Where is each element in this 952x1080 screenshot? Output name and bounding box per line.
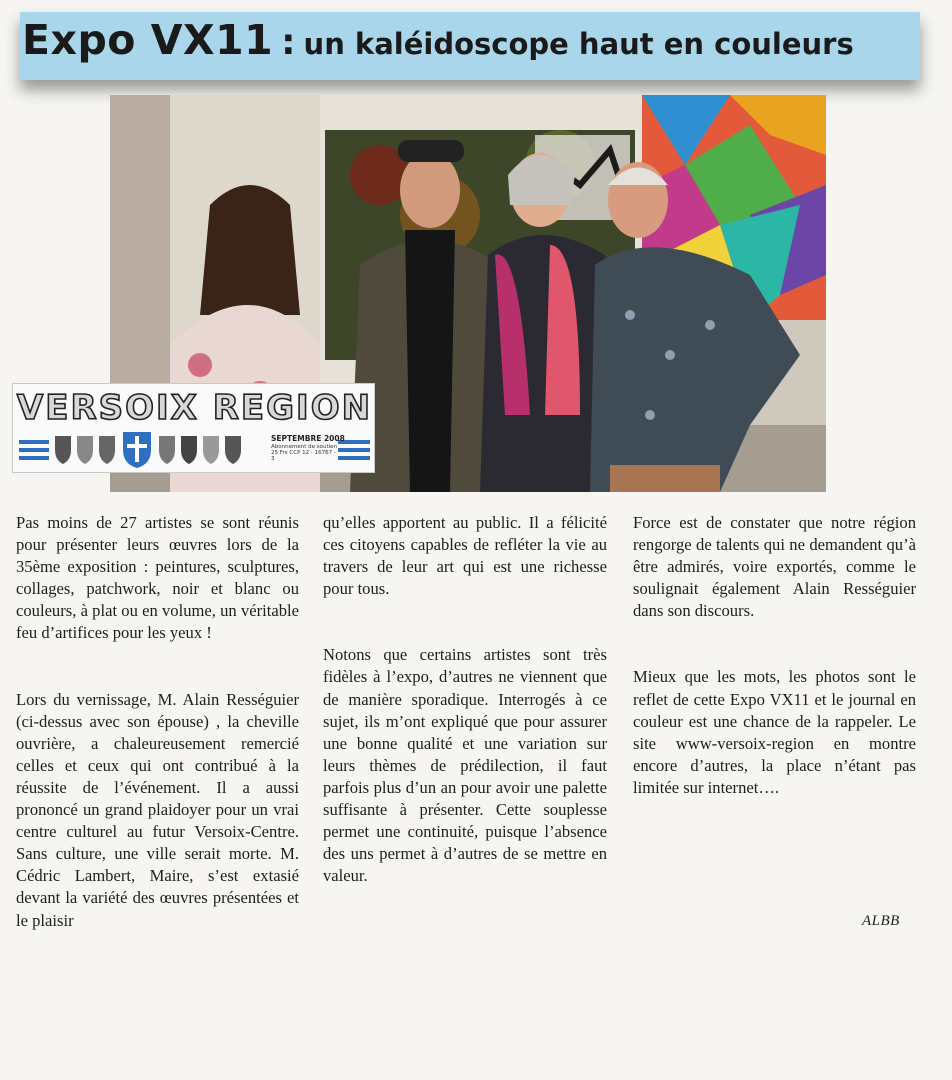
article-column-1: [16, 512, 299, 932]
paragraph: Lors du vernissage, M. Alain Rességuier (ci-dessus avec son épouse) , la cheville ouvrière, a chaleureusement remercié celles et ceux qui ont contribué à la réussite de l’événement. Il a aussi prononcé un grand plaidoyer pour un vrai centre culturel au futur Versoix-Centre. Sans culture, une ville serait morte. M. Cédric Lambert, Maire, s’est extasié devant la variété des œuvres présentées et le plaisir: [16, 689, 299, 930]
headline: [22, 16, 854, 64]
issue-date: SEPTEMBRE 2008: [271, 434, 345, 443]
paragraph: Pas moins de 27 artistes se sont réunis pour présenter leurs œuvres lors de la 35ème exposition : peintures, sculptures, collages, patchwork, noir et blanc ou couleurs, à plat ou en volume, un véritable feu d’artifices pour les yeux !: [16, 513, 299, 643]
article-column-3: [633, 512, 916, 799]
headline-subtitle: un kaléidoscope haut en couleurs: [303, 27, 854, 61]
paragraph: Force est de constater que notre région rengorge de talents qui ne demandent qu’à être admirés, voire exportés, comme le soulignait également Alain Rességuier dans son discours.: [633, 513, 916, 621]
author-signature: ALBB: [862, 913, 900, 929]
subscription-info: Abonnement de soutien 25 Frs CCP 12 - 16767 - 3: [271, 444, 337, 462]
paragraph: qu’elles apportent au public. Il a félicité ces citoyens capables de refléter la vie au travers de leur art qui est une richesse pour tous.: [323, 513, 607, 599]
article-column-2: [323, 512, 607, 887]
logo-wordmark: VERSOIX REGION: [16, 388, 373, 428]
versoix-region-logo: [12, 383, 375, 473]
paragraph: Notons que certains artistes sont très fidèles à l’expo, d’autres ne viennent que de manière sporadique. Interrogés à ce sujet, ils m’ont expliqué que pour assurer une bonne qualité et une variation sur leurs thèmes de prédilection, il faut parfois plus d’un an pour avoir une palette suffisante à présenter. Cette souplesse permet une continuité, puisque l’absence des uns permet à d’autres de se mettre en valeur.: [323, 645, 607, 886]
headline-colon: :: [281, 22, 296, 63]
paragraph: Mieux que les mots, les photos sont le reflet de cette Expo VX11 et le journal en couleur est une chance de la rappeler. Le site www-versoix-region en montre encore d’autres, la place n’étant pas limitée sur internet….: [633, 667, 916, 797]
headline-main: Expo VX11: [22, 16, 274, 64]
